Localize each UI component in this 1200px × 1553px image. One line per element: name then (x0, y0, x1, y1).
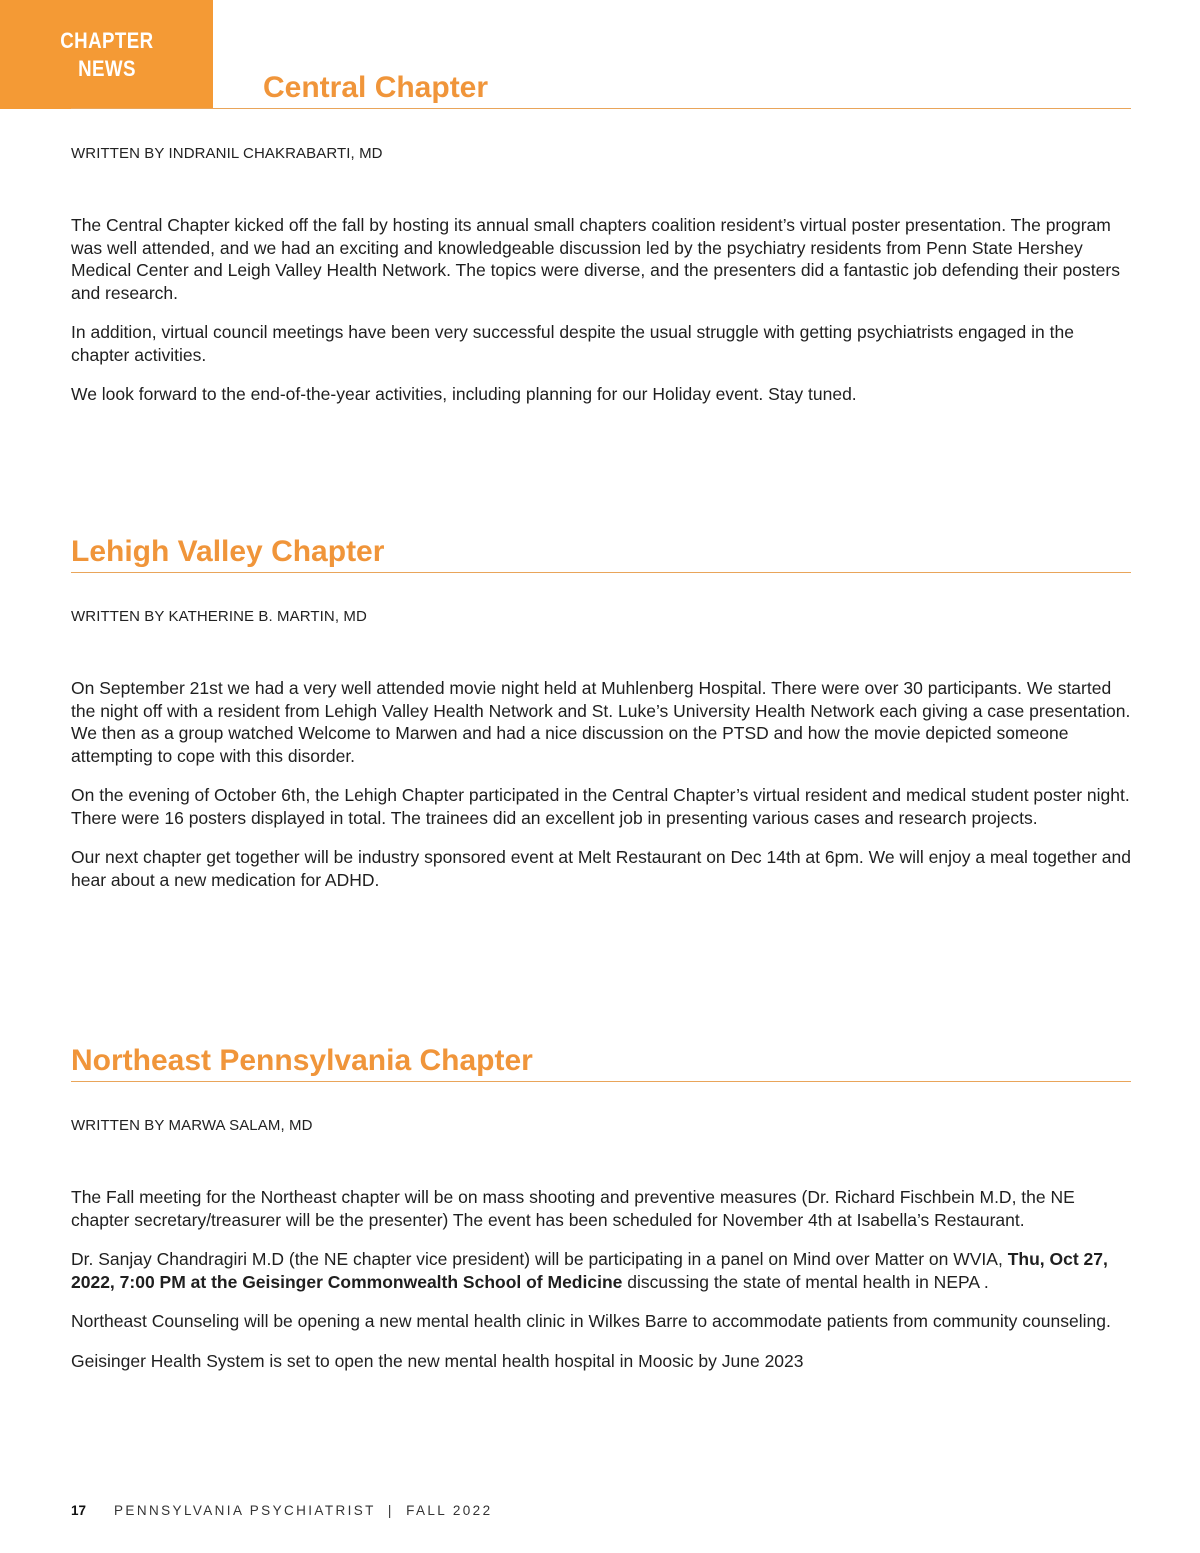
central-chapter-section (71, 144, 1131, 423)
tab-line-2: NEWS (77, 55, 136, 81)
tab-line-1: CHAPTER (59, 27, 154, 53)
northeast-p2-end: discussing the state of mental health in NEPA . (622, 1271, 989, 1292)
page-number: 17 (71, 1503, 87, 1518)
northeast-p2-event-details: Thu, Oct 27, 2022, 7:00 PM at the Geisinger Commonwealth School of Medicine (71, 1249, 1108, 1292)
central-chapter-heading-block (71, 70, 1131, 109)
central-paragraph: We look forward to the end-of-the-year activities, including planning for our Holiday event. Stay tuned. (71, 384, 857, 404)
publication-name: PENNSYLVANIA PSYCHIATRIST | FALL 2022 (114, 1503, 493, 1518)
central-byline: WRITTEN BY INDRANIL CHAKRABARTI, MD (71, 145, 383, 162)
lehigh-chapter-title: Lehigh Valley Chapter (71, 534, 1131, 573)
lehigh-byline: WRITTEN BY KATHERINE B. MARTIN, MD (71, 608, 367, 625)
northeast-paragraph: The Fall meeting for the Northeast chapter will be on mass shooting and preventive measures (Dr. Richard Fischbein M.D, the NE chapter secretary/treasurer will be the presenter) The event has been scheduled for November 4th at Isabella’s Restaurant. (71, 1187, 1075, 1230)
central-paragraph: In addition, virtual council meetings have been very successful despite the usual struggle with getting psychiatrists engaged in the chapter activities. (71, 322, 1074, 365)
northeast-byline: WRITTEN BY MARWA SALAM, MD (71, 1117, 313, 1134)
lehigh-paragraph: Our next chapter get together will be industry sponsored event at Melt Restaurant on Dec 14th at 6pm. We will enjoy a meal together and hear about a new medication for ADHD. (71, 847, 1131, 890)
lehigh-paragraph: On the evening of October 6th, the Lehigh Chapter participated in the Central Chapter’s virtual resident and medical student poster night. There were 16 posters displayed in total. The trainees did an excellent job in presenting various cases and research projects. (71, 785, 1130, 828)
lehigh-chapter-section (71, 534, 1131, 908)
northeast-paragraph: Northeast Counseling will be opening a new mental health clinic in Wilkes Barre to accommodate patients from community counseling. (71, 1311, 1111, 1331)
northeast-p2-start: Dr. Sanjay Chandragiri M.D (the NE chapter vice president) will be participating in a panel on Mind over Matter on WVIA, (71, 1249, 1008, 1269)
northeast-chapter-section (71, 1043, 1131, 1389)
central-paragraph: The Central Chapter kicked off the fall by hosting its annual small chapters coalition resident’s virtual poster presentation. The program was well attended, and we had an exciting and knowledgeable discussion led by the psychiatry residents from Penn State Hershey Medical Center and Leigh Valley Health Network. The topics were diverse, and the presenters did a fantastic job defending their posters and research. (71, 215, 1120, 303)
northeast-chapter-title: Northeast Pennsylvania Chapter (71, 1043, 1131, 1082)
northeast-paragraph (71, 1248, 1131, 1293)
lehigh-paragraph: On September 21st we had a very well attended movie night held at Muhlenberg Hospital. There were over 30 participants. We started the night off with a resident from Lehigh Valley Health Network and St. Luke’s University Health Network each giving a case presentation. We then as a group watched Welcome to Marwen and had a nice discussion on the PTSD and how the movie depicted someone attempting to cope with this disorder. (71, 678, 1131, 766)
page-footer (71, 1503, 493, 1518)
central-chapter-title: Central Chapter (71, 70, 1131, 109)
northeast-paragraph: Geisinger Health System is set to open the new mental health hospital in Moosic by June 2023 (71, 1350, 804, 1371)
